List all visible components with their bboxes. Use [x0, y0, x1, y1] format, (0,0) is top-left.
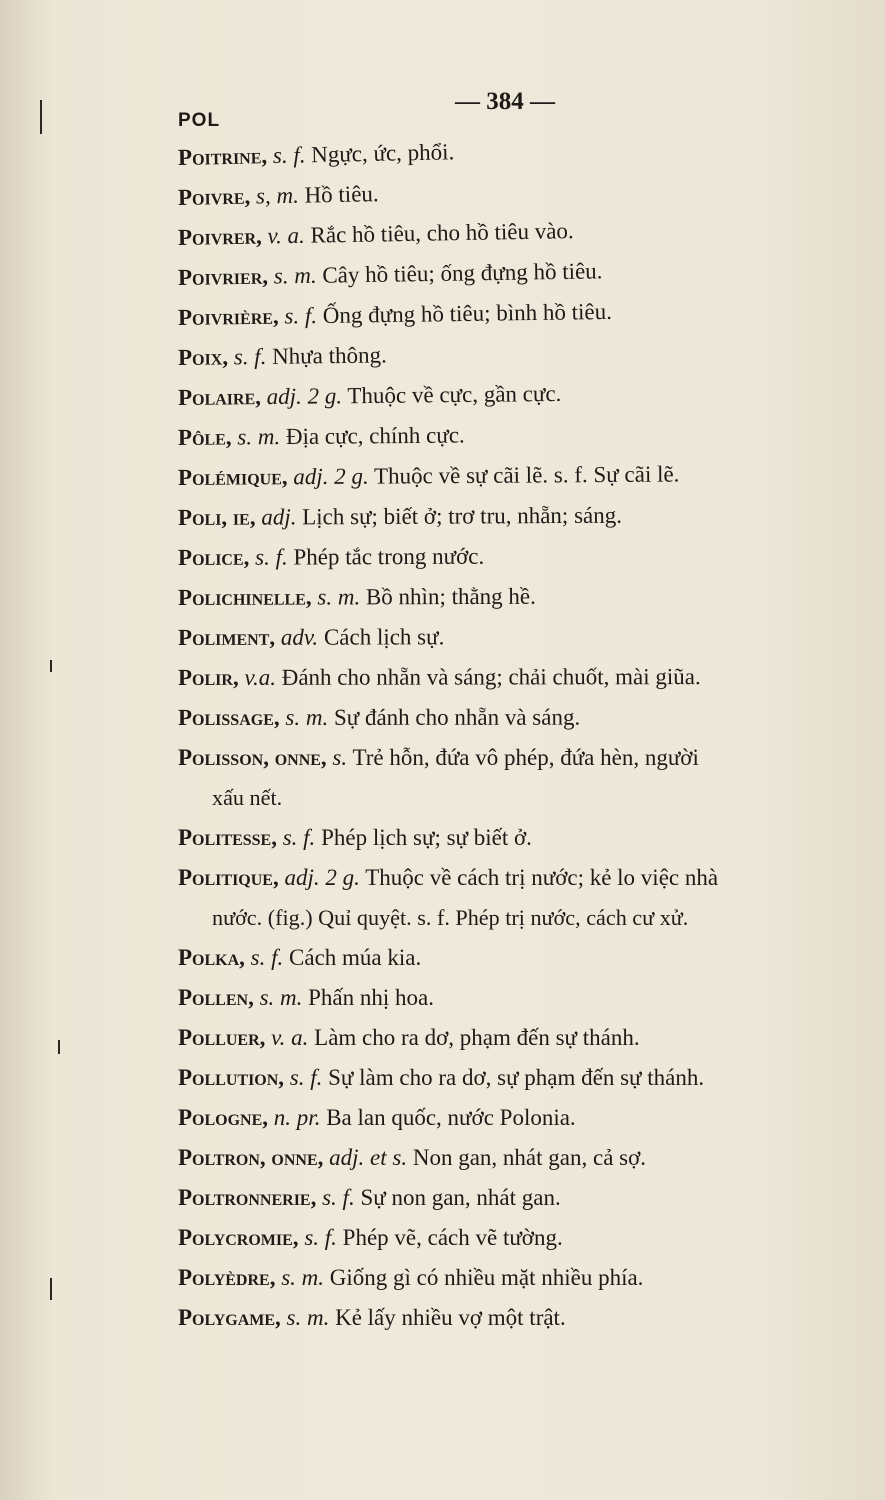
dictionary-entry: [178, 453, 868, 498]
entry-definition: Phấn nhị hoa.: [308, 985, 434, 1010]
entry-continuation: nước. (fig.) Quỉ quyệt. s. f. Phép trị nước, cách cư xử.: [212, 905, 689, 930]
entry-definition: Sự đánh cho nhẵn và sáng.: [333, 704, 581, 730]
entry-definition: Phép tắc trong nước.: [293, 543, 485, 570]
entry-grammar: s. m.: [273, 262, 317, 289]
entry-grammar: s. m.: [285, 704, 329, 730]
entry-grammar: s. f.: [250, 945, 284, 970]
page-number: — 384 —: [455, 88, 555, 115]
entry-continuation: xấu nết.: [212, 785, 283, 810]
entry-headword: Pollution,: [178, 1065, 285, 1090]
dictionary-entry: [178, 858, 868, 898]
entry-headword: Poitrine,: [177, 143, 268, 170]
entry-headword: Polygame,: [178, 1305, 281, 1330]
entry-definition: Thuộc về cực, gần cực.: [347, 380, 562, 409]
entry-grammar: s. f.: [233, 343, 267, 370]
entry-headword: Pollen,: [178, 985, 254, 1010]
entry-headword: Poliment,: [177, 624, 276, 650]
dictionary-entry: [178, 1178, 868, 1218]
entry-headword: Polka,: [178, 945, 245, 970]
entry-definition: Non gan, nhát gan, cả sợ.: [412, 1145, 647, 1170]
entry-grammar: adj.: [261, 504, 297, 530]
entry-headword: Polyèdre,: [178, 1265, 276, 1290]
dictionary-entry: [178, 1098, 868, 1138]
entry-grammar: adj. et s.: [329, 1145, 408, 1170]
entry-definition: Địa cực, chính cực.: [285, 422, 465, 450]
dictionary-entry: [178, 1298, 868, 1338]
entry-headword: Polissage,: [177, 704, 280, 730]
entry-definition: Sự làm cho ra dơ, sự phạm đến sự thánh.: [328, 1065, 705, 1090]
dictionary-entry: [178, 1058, 868, 1098]
entry-headword: Politique,: [178, 865, 279, 890]
entry-grammar: s. f.: [284, 303, 318, 329]
entry-definition: Ba lan quốc, nước Polonia.: [326, 1105, 576, 1130]
entry-definition: Cách múa kia.: [289, 945, 422, 970]
entry-grammar: adj. 2 g.: [293, 463, 369, 490]
entry-grammar: s. f.: [272, 142, 306, 169]
entry-definition: Lịch sự; biết ở; trơ tru, nhẵn; sáng.: [302, 502, 623, 530]
dictionary-entry: [178, 818, 868, 858]
entry-grammar: n. pr.: [273, 1105, 321, 1130]
margin-mark: [58, 1040, 60, 1054]
entry-grammar: adv.: [280, 624, 319, 650]
entry-definition: Cách lịch sự.: [323, 624, 445, 650]
entry-grammar: s, m.: [255, 182, 300, 209]
entry-definition: Sự non gan, nhát gan.: [360, 1185, 561, 1210]
entry-headword: Poivrière,: [177, 303, 279, 330]
entry-grammar: s.: [332, 745, 348, 770]
entry-definition: Hồ tiêu.: [304, 181, 379, 208]
entry-grammar: s. f.: [255, 544, 288, 570]
dictionary-entry: [178, 1218, 868, 1258]
entry-grammar: adj. 2 g.: [266, 383, 343, 410]
entry-grammar: s. m.: [259, 985, 303, 1010]
entry-grammar: s. f.: [282, 825, 316, 850]
entry-definition: Ống đựng hồ tiêu; bình hồ tiêu.: [322, 298, 613, 328]
entry-headword: Poltron, onne,: [178, 1145, 324, 1170]
entry-definition: Trẻ hỗn, đứa vô phép, đứa hèn, người: [352, 745, 699, 770]
dictionary-entry: [178, 330, 868, 378]
dictionary-entry: [178, 535, 868, 578]
entry-headword: Polluer,: [178, 1025, 266, 1050]
entry-grammar: s. m.: [317, 584, 361, 610]
margin-mark: [50, 1278, 52, 1300]
entry-grammar: v.a.: [244, 664, 276, 690]
entry-definition: Thuộc về sự cãi lẽ. s. f. Sự cãi lẽ.: [373, 461, 680, 489]
entry-definition: Phép lịch sự; sự biết ở.: [321, 825, 532, 850]
dictionary-entry: [178, 1018, 868, 1058]
entry-list: [178, 138, 868, 1338]
dictionary-entry: [178, 978, 868, 1018]
entry-grammar: s. f.: [304, 1225, 337, 1250]
entry-headword: Police,: [177, 544, 250, 570]
margin-mark: [40, 100, 42, 134]
entry-headword: Poli, ie,: [177, 504, 256, 530]
dictionary-entry: [178, 697, 868, 738]
entry-headword: Poix,: [177, 344, 229, 370]
entry-headword: Pologne,: [178, 1105, 269, 1130]
dictionary-entry: [178, 938, 868, 978]
entry-headword: Pôle,: [177, 424, 232, 450]
dictionary-entry: [178, 657, 868, 698]
entry-headword: Polaire,: [177, 384, 262, 410]
entry-definition: Đánh cho nhẵn và sáng; chải chuốt, mài giũa.: [281, 664, 701, 690]
entry-grammar: adj. 2 g.: [284, 865, 360, 890]
entry-grammar: s. f.: [322, 1185, 355, 1210]
dictionary-entry: [178, 738, 868, 778]
entry-definition: Nhựa thông.: [271, 342, 387, 369]
dictionary-entry: [178, 616, 868, 658]
entry-headword: Polémique,: [177, 464, 288, 490]
entry-grammar: v. a.: [267, 222, 306, 249]
margin-mark: [50, 660, 52, 672]
entry-headword: Poivre,: [177, 183, 251, 210]
entry-grammar: v. a.: [271, 1025, 309, 1050]
entry-headword: Polir,: [177, 664, 239, 690]
entry-definition: Bồ nhìn; thằng hề.: [365, 583, 536, 610]
dictionary-entry: [178, 1258, 868, 1298]
entry-grammar: s. m.: [281, 1265, 325, 1290]
dictionary-entry: [178, 494, 868, 538]
running-head: POL: [178, 110, 221, 131]
entry-headword: Polycromie,: [178, 1225, 299, 1250]
dictionary-entry: [178, 371, 868, 418]
entry-headword: Poivrier,: [177, 263, 269, 290]
entry-grammar: s. m.: [237, 424, 281, 450]
entry-headword: Politesse,: [178, 825, 277, 850]
dictionary-entry: [178, 412, 868, 458]
entry-headword: Polisson, onne,: [178, 745, 327, 770]
entry-headword: Polichinelle,: [177, 584, 312, 610]
entry-grammar: s. m.: [286, 1305, 330, 1330]
entry-definition: Làm cho ra dơ, phạm đến sự thánh.: [314, 1025, 640, 1050]
entry-headword: Poltronnerie,: [178, 1185, 317, 1210]
dictionary-entry: [178, 576, 868, 618]
entry-definition: Kẻ lấy nhiều vợ một trật.: [335, 1305, 566, 1330]
entry-definition: Giống gì có nhiều mặt nhiều phía.: [329, 1265, 644, 1290]
entry-definition: Cây hồ tiêu; ống đựng hồ tiêu.: [322, 258, 603, 288]
entry-definition: Ngực, ức, phổi.: [310, 139, 455, 168]
entry-definition: Phép vẽ, cách vẽ tường.: [342, 1225, 563, 1250]
entry-definition: Thuộc về cách trị nước; kẻ lo việc nhà: [365, 865, 719, 890]
entry-headword: Poivrer,: [177, 223, 263, 250]
dictionary-entry: [178, 1138, 868, 1178]
entry-grammar: s. f.: [289, 1065, 323, 1090]
entry-definition: Rắc hồ tiêu, cho hồ tiêu vào.: [310, 218, 574, 248]
